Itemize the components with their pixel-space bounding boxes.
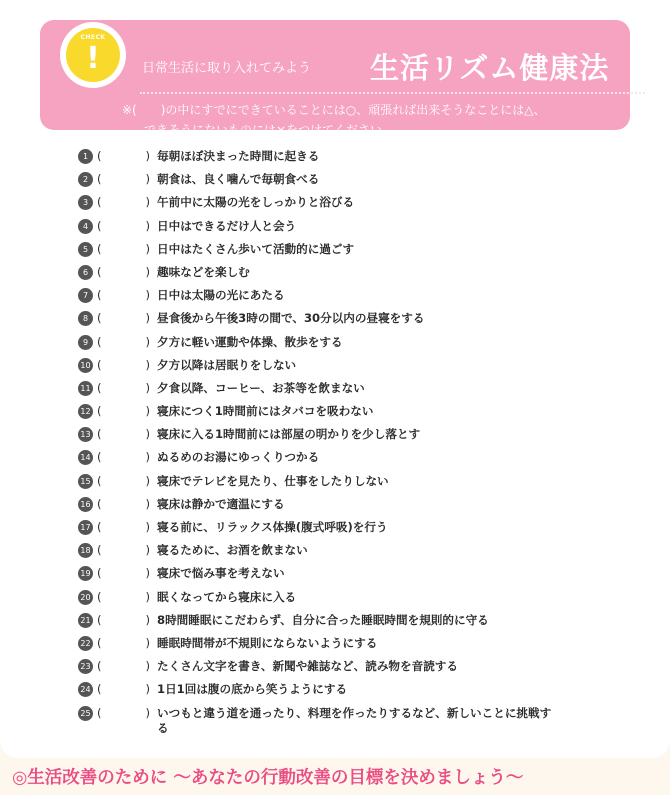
close-paren: ) [145, 496, 151, 511]
open-paren: ( [97, 264, 102, 279]
item-number-badge: 16 [78, 497, 93, 512]
open-paren: ( [97, 172, 102, 187]
item-number-badge: 10 [78, 358, 93, 373]
answer-blank[interactable] [93, 381, 157, 396]
instructions-line-1: ※( )の中にすでにできていることには○、頑張れば出来そうなことには△、 [122, 103, 546, 117]
open-paren: ( [97, 195, 102, 210]
answer-blank[interactable] [93, 613, 157, 628]
checklist-item [78, 219, 558, 242]
item-text: 8時間睡眠にこだわらず、自分に合った睡眠時間を規則的に守る [157, 612, 489, 627]
close-paren: ) [145, 357, 151, 372]
header-lead: 日常生活に取り入れてみよう [142, 61, 312, 76]
item-number-badge: 3 [78, 195, 93, 210]
answer-blank[interactable] [93, 682, 157, 697]
close-paren: ) [145, 264, 151, 279]
item-number-badge: 12 [78, 404, 93, 419]
item-number-badge: 7 [78, 288, 93, 303]
close-paren: ) [145, 705, 151, 720]
exclamation-icon [66, 28, 120, 82]
checklist-item [78, 195, 558, 218]
answer-blank[interactable] [93, 195, 157, 210]
close-paren: ) [145, 612, 151, 627]
open-paren: ( [97, 659, 102, 674]
badge-mark: ! [86, 41, 100, 76]
close-paren: ) [145, 543, 151, 558]
item-number-badge: 17 [78, 520, 93, 535]
close-paren: ) [145, 288, 151, 303]
item-number-badge: 20 [78, 590, 93, 605]
checklist-item [78, 450, 558, 473]
item-number-badge: 18 [78, 543, 93, 558]
item-text: 夕食以降、コーヒー、お茶等を飲まない [157, 380, 365, 395]
item-number-badge: 25 [78, 706, 93, 721]
checklist-item [78, 613, 558, 636]
item-text: 日中はたくさん歩いて活動的に過ごす [157, 241, 355, 256]
open-paren: ( [97, 334, 102, 349]
item-text: 毎朝ほぼ決まった時間に起きる [157, 149, 320, 163]
dotted-divider [140, 92, 645, 94]
checklist-item [78, 682, 558, 705]
open-paren: ( [97, 357, 102, 372]
answer-blank[interactable] [93, 520, 157, 535]
checklist-item [78, 706, 558, 742]
open-paren: ( [97, 311, 102, 326]
open-paren: ( [97, 241, 102, 256]
answer-blank[interactable] [93, 566, 157, 581]
open-paren: ( [97, 520, 102, 534]
item-text: 眠くなってから寝床に入る [157, 589, 297, 604]
close-paren: ) [145, 380, 151, 395]
checklist-item [78, 566, 558, 589]
answer-blank[interactable] [93, 543, 157, 558]
page-title: 生活リズム健康法 [370, 51, 610, 85]
close-paren: ) [145, 682, 151, 697]
item-text: 寝る前に、リラックス体操(腹式呼吸)を行う [157, 520, 388, 534]
answer-blank[interactable] [93, 219, 157, 234]
item-number-badge: 8 [78, 311, 93, 326]
item-text: 昼食後から午後3時の間で、30分以内の昼寝をする [157, 311, 425, 326]
close-paren: ) [145, 566, 151, 581]
check-badge [62, 24, 124, 86]
answer-blank[interactable] [93, 636, 157, 651]
checklist-item [78, 172, 558, 195]
close-paren: ) [145, 241, 151, 256]
checklist-item [78, 265, 558, 288]
answer-blank[interactable] [93, 497, 157, 512]
open-paren: ( [97, 635, 102, 650]
open-paren: ( [97, 380, 102, 395]
item-text: 寝床でテレビを見たり、仕事をしたりしない [157, 473, 389, 488]
checklist-item [78, 311, 558, 334]
answer-blank[interactable] [93, 450, 157, 465]
checklist-item [78, 474, 558, 497]
answer-blank[interactable] [93, 706, 157, 721]
item-text: 趣味などを楽しむ [157, 264, 250, 279]
checklist-item [78, 543, 558, 566]
answer-blank[interactable] [93, 474, 157, 489]
answer-blank[interactable] [93, 265, 157, 280]
item-text: いつもと違う道を通ったり、料理を作ったりするなど、新しいことに挑戦する [157, 705, 552, 735]
checklist-item [78, 335, 558, 358]
item-text: 日中はできるだけ人と会う [157, 218, 297, 233]
open-paren: ( [97, 288, 102, 303]
checklist-item [78, 636, 558, 659]
answer-blank[interactable] [93, 242, 157, 257]
item-text: 午前中に太陽の光をしっかりと浴びる [157, 195, 355, 210]
open-paren: ( [97, 682, 102, 697]
item-text: 寝床につく1時間前にはタバコを吸わない [157, 404, 374, 419]
checklist-item [78, 659, 558, 682]
open-paren: ( [97, 404, 102, 419]
item-text: 寝るために、お酒を飲まない [157, 543, 308, 558]
close-paren: ) [145, 520, 151, 534]
open-paren: ( [97, 496, 102, 511]
checklist-item [78, 358, 558, 381]
item-text: 寝床で悩み事を考えない [157, 566, 285, 581]
close-paren: ) [145, 635, 151, 650]
close-paren: ) [145, 450, 151, 465]
close-paren: ) [145, 589, 151, 604]
checklist [78, 149, 558, 742]
item-number-badge: 19 [78, 566, 93, 581]
item-number-badge: 14 [78, 450, 93, 465]
open-paren: ( [97, 612, 102, 627]
checklist-item [78, 288, 558, 311]
checklist-item [78, 590, 558, 613]
close-paren: ) [145, 172, 151, 187]
item-text: 寝床に入る1時間前には部屋の明かりを少し落とす [157, 427, 421, 442]
item-number-badge: 11 [78, 381, 93, 396]
checklist-item [78, 404, 558, 427]
item-number-badge: 15 [78, 474, 93, 489]
open-paren: ( [97, 543, 102, 558]
item-text: 日中は太陽の光にあたる [157, 288, 285, 303]
answer-blank[interactable] [93, 149, 157, 164]
open-paren: ( [97, 473, 102, 488]
checklist-item [78, 497, 558, 520]
answer-blank[interactable] [93, 590, 157, 605]
item-text: 夕方に軽い運動や体操、散歩をする [157, 334, 343, 349]
open-paren: ( [97, 589, 102, 604]
badge-label: CHECK [80, 34, 106, 41]
checklist-item [78, 149, 558, 172]
checklist-item [78, 381, 558, 404]
open-paren: ( [97, 450, 102, 465]
open-paren: ( [97, 705, 102, 720]
checklist-item [78, 520, 558, 543]
answer-blank[interactable] [93, 288, 157, 303]
item-number-badge: 4 [78, 219, 93, 234]
answer-blank[interactable] [93, 358, 157, 373]
answer-blank[interactable] [93, 427, 157, 442]
checklist-item [78, 242, 558, 265]
item-text: 夕方以降は居眠りをしない [157, 357, 297, 372]
close-paren: ) [145, 404, 151, 419]
answer-blank[interactable] [93, 404, 157, 419]
item-number-badge: 5 [78, 242, 93, 257]
close-paren: ) [145, 659, 151, 674]
item-number-badge: 9 [78, 335, 93, 350]
item-text: たくさん文字を書き、新聞や雑誌など、読み物を音読する [157, 659, 458, 674]
item-text: 寝床は静かで適温にする [157, 496, 285, 511]
item-text: 1日1回は腹の底から笑うようにする [157, 682, 348, 697]
footer-heading: ◎生活改善のために ～あなたの行動改善の目標を決めましょう～ [12, 768, 524, 788]
item-number-badge: 23 [78, 659, 93, 674]
open-paren: ( [97, 149, 102, 163]
item-number-badge: 24 [78, 682, 93, 697]
checklist-item [78, 427, 558, 450]
item-number-badge: 1 [78, 149, 93, 164]
open-paren: ( [97, 218, 102, 233]
item-number-badge: 13 [78, 427, 93, 442]
header-banner [40, 20, 630, 137]
item-text: 朝食は、良く噛んで毎朝食べる [157, 172, 320, 187]
item-number-badge: 22 [78, 636, 93, 651]
answer-blank[interactable] [93, 335, 157, 350]
answer-blank[interactable] [93, 311, 157, 326]
open-paren: ( [97, 427, 102, 442]
answer-blank[interactable] [93, 172, 157, 187]
close-paren: ) [145, 334, 151, 349]
close-paren: ) [145, 427, 151, 442]
close-paren: ) [145, 149, 151, 163]
item-text: ぬるめのお湯にゆっくりつかる [157, 450, 320, 465]
item-number-badge: 21 [78, 613, 93, 628]
close-paren: ) [145, 311, 151, 326]
item-number-badge: 6 [78, 265, 93, 280]
open-paren: ( [97, 566, 102, 581]
close-paren: ) [145, 473, 151, 488]
item-number-badge: 2 [78, 172, 93, 187]
close-paren: ) [145, 195, 151, 210]
item-text: 睡眠時間帯が不規則にならないようにする [157, 635, 378, 650]
answer-blank[interactable] [93, 659, 157, 674]
instructions-line-2: できそうにないものには×をつけてください。 [144, 123, 395, 137]
close-paren: ) [145, 218, 151, 233]
instructions [122, 100, 652, 140]
